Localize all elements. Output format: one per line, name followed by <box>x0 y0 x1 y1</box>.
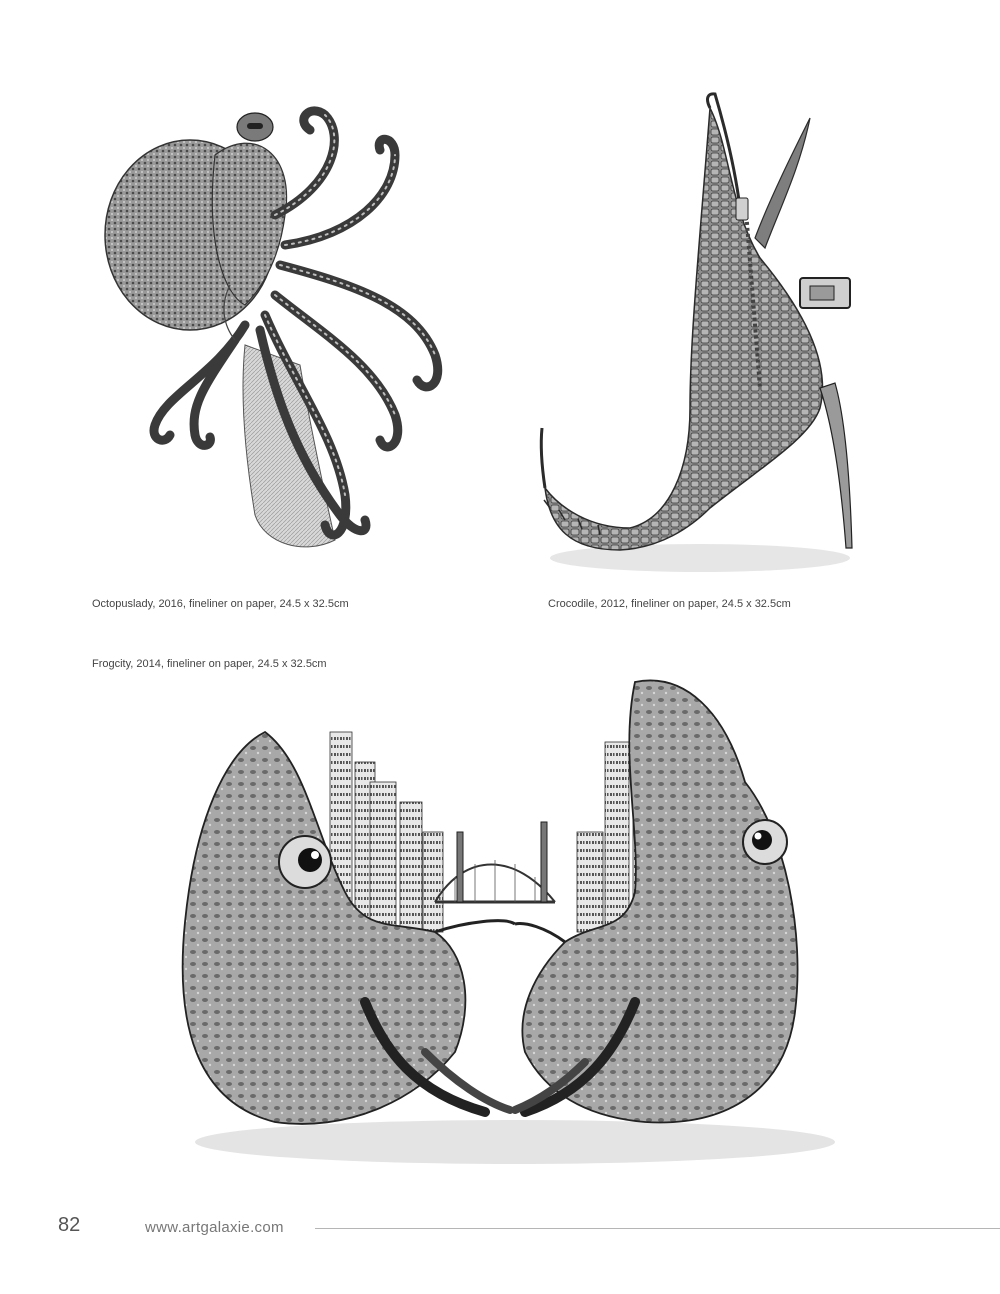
frogcity-caption: Frogcity, 2014, fineliner on paper, 24.5 x 32.5cm <box>92 658 327 670</box>
frogcity-drawing <box>165 672 865 1172</box>
crocodile-shoe-drawing <box>530 88 870 588</box>
octopus-drawing <box>95 95 495 575</box>
footer-divider <box>315 1228 1000 1229</box>
page-number: 82 <box>58 1214 81 1236</box>
footer-website[interactable]: www.artgalaxie.com <box>145 1219 284 1236</box>
octopuslady-illustration <box>95 95 495 575</box>
octopuslady-caption: Octopuslady, 2016, fineliner on paper, 24.5 x 32.5cm <box>92 598 349 610</box>
crocodile-illustration <box>530 88 870 588</box>
crocodile-caption: Crocodile, 2012, fineliner on paper, 24.5 x 32.5cm <box>548 598 791 610</box>
frogcity-illustration <box>165 672 865 1172</box>
